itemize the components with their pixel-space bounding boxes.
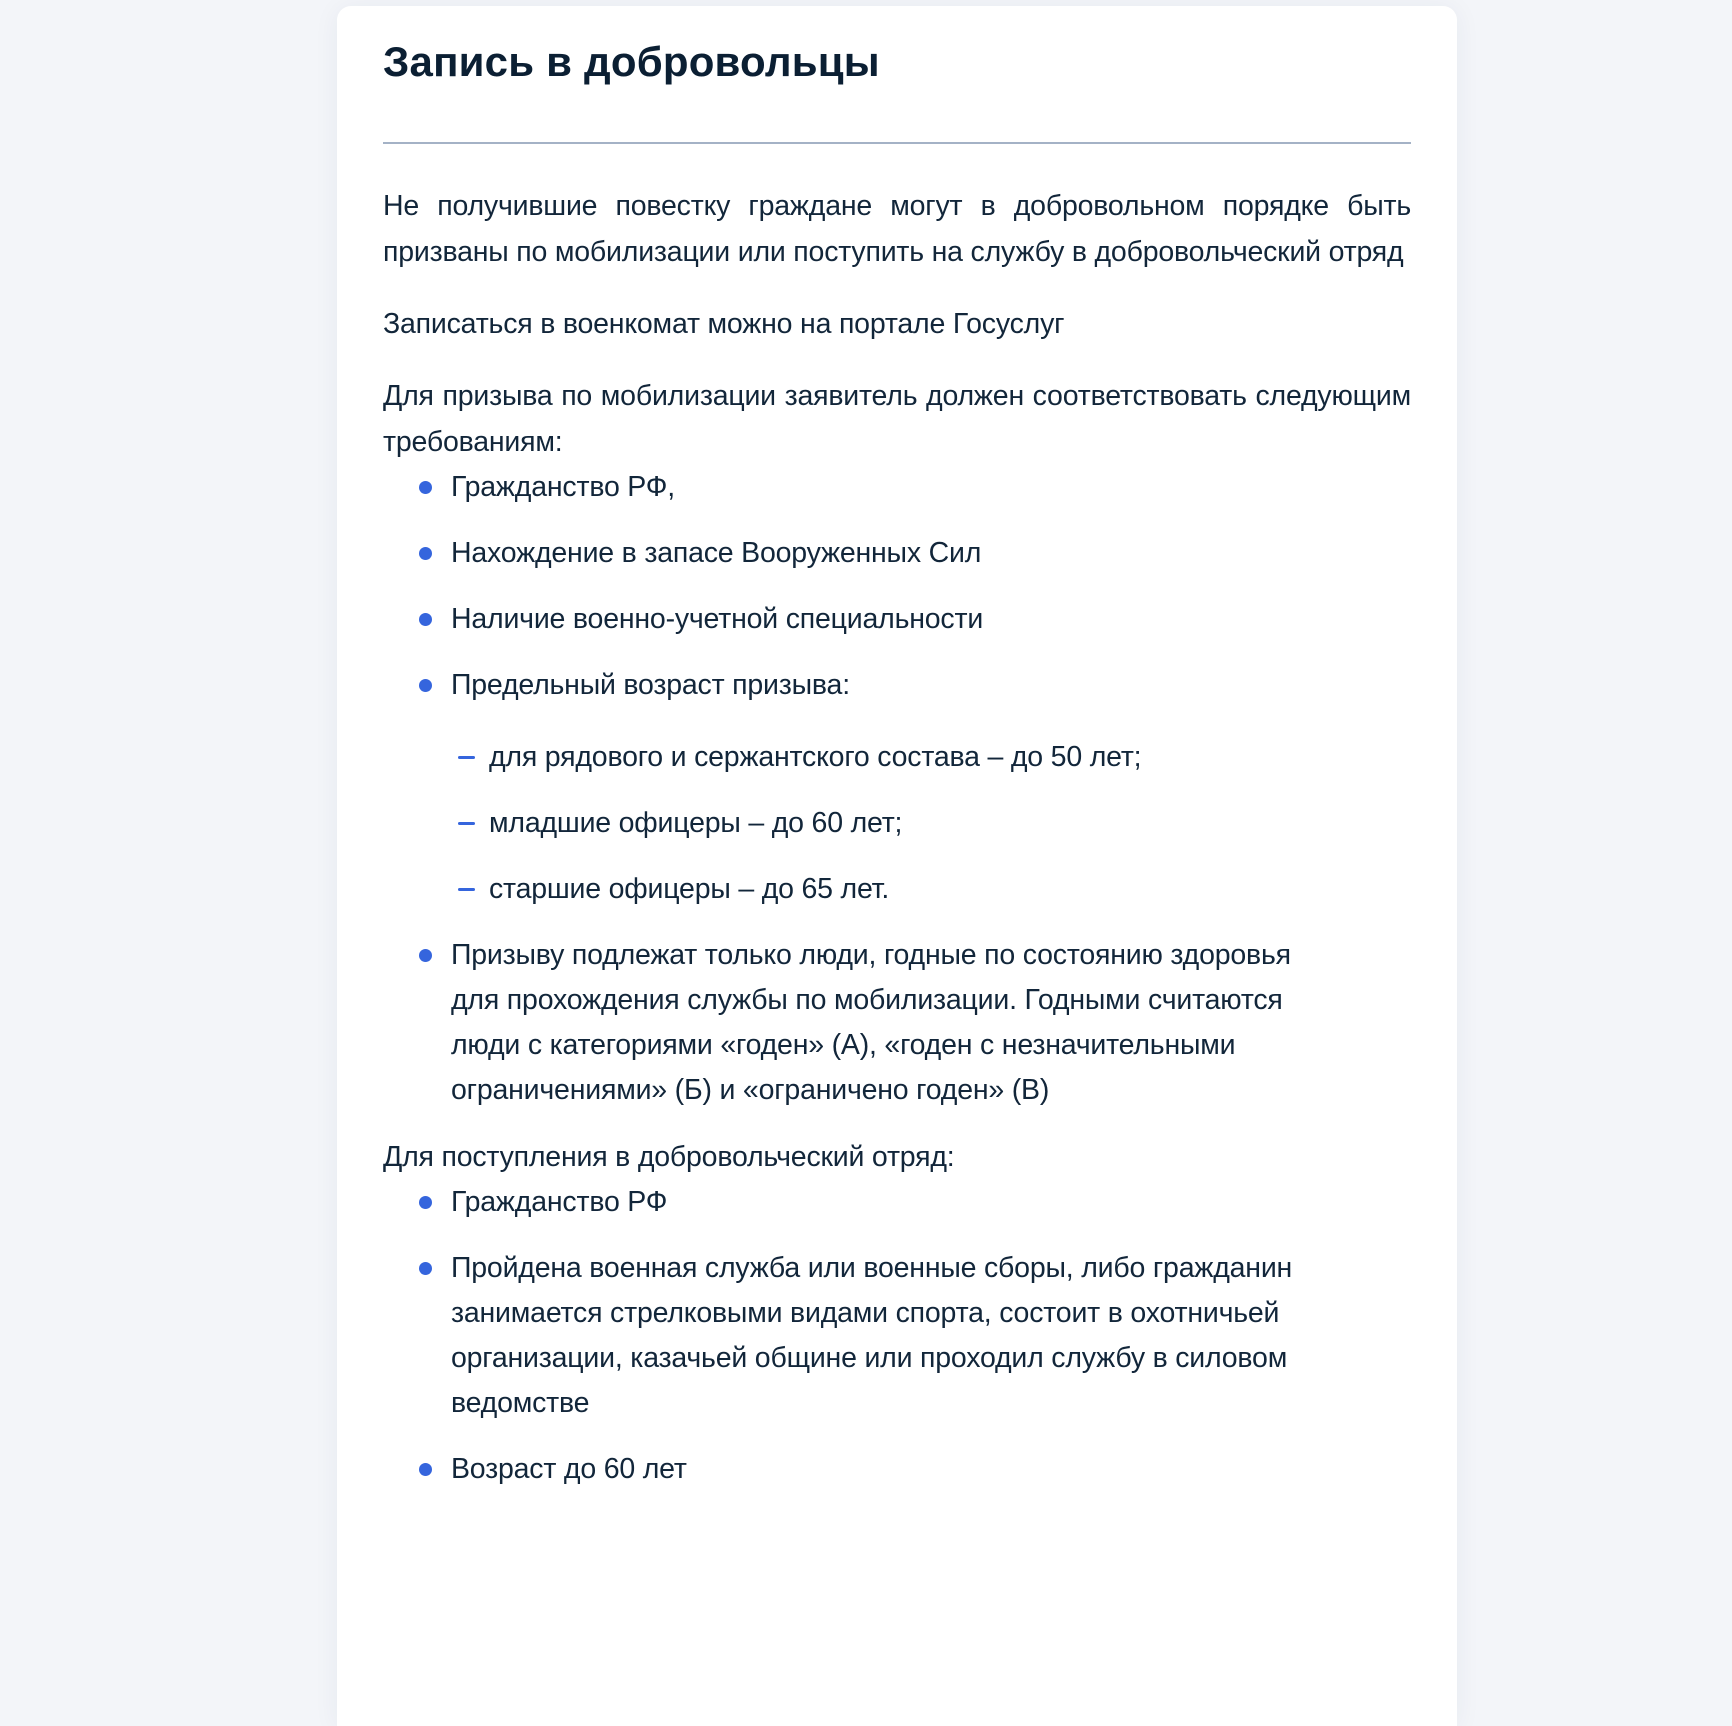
sublist-item-text: младшие офицеры – до 60 лет;: [489, 807, 903, 839]
list-item-text: Гражданство РФ,: [451, 471, 675, 503]
bullet-dot-icon: [419, 1262, 432, 1275]
list-item: [383, 1447, 1331, 1492]
list-item-text: Призыву подлежат только люди, годные по состоянию здоровья для прохождения службы по мобилизации. Годными считаются люди с категориями «годен» (А), «годен с незначительными ограничениями» (Б) и «ограничено годен» (В): [451, 939, 1291, 1106]
bullet-dot-icon: [419, 1463, 432, 1476]
dash-icon: [458, 888, 475, 891]
list-item: [383, 1246, 1331, 1426]
list-item: [383, 465, 1331, 510]
sublist-item: [451, 801, 1331, 846]
title-divider: [383, 142, 1411, 144]
bullet-dot-icon: [419, 1196, 432, 1209]
bullet-dot-icon: [419, 481, 432, 494]
list-item: [383, 1180, 1331, 1225]
list-item-text: Нахождение в запасе Вооруженных Сил: [451, 537, 982, 569]
list-item-text: Возраст до 60 лет: [451, 1453, 687, 1485]
dash-icon: [458, 756, 475, 759]
bullet-dot-icon: [419, 679, 432, 692]
sublist-item: [451, 735, 1331, 780]
list-item-text: Наличие военно-учетной специальности: [451, 603, 984, 635]
list-item-text: Пройдена военная служба или военные сборы, либо гражданин занимается стрелковыми видами спорта, состоит в охотничьей организации, казачьей общине или проходил службу в силовом ведомстве: [451, 1252, 1293, 1419]
list-item-text: Предельный возраст призыва:: [451, 669, 850, 701]
enroll-paragraph: Записаться в военкомат можно на портале Госуслуг: [383, 308, 1065, 340]
sublist-item: [451, 867, 1331, 912]
bullet-dot-icon: [419, 613, 432, 626]
list-item: [383, 663, 1331, 912]
age-limits-sublist: [451, 735, 1331, 912]
list-item-text: Гражданство РФ: [451, 1186, 668, 1218]
sublist-item-text: для рядового и сержантского состава – до 50 лет;: [489, 741, 1142, 773]
list-item: [383, 933, 1331, 1113]
volunteer-requirements-list: [383, 1180, 1411, 1492]
page-title: Запись в добровольцы: [383, 38, 880, 85]
list-item: [383, 531, 1331, 576]
mobilization-requirements-list: [383, 465, 1411, 1113]
intro-paragraph: Не получившие повестку граждане могут в добровольном порядке быть призваны по мобилизации или поступить на службу в добровольческий отряд: [383, 190, 1411, 268]
content-card: [337, 6, 1457, 1726]
volunteer-intro-paragraph: Для поступления в добровольческий отряд:: [383, 1141, 955, 1173]
sublist-item-text: старшие офицеры – до 65 лет.: [489, 873, 890, 905]
bullet-dot-icon: [419, 949, 432, 962]
bullet-dot-icon: [419, 547, 432, 560]
mobilization-intro-paragraph: Для призыва по мобилизации заявитель должен соответствовать следующим требованиям:: [383, 380, 1411, 458]
list-item: [383, 597, 1331, 642]
dash-icon: [458, 822, 475, 825]
